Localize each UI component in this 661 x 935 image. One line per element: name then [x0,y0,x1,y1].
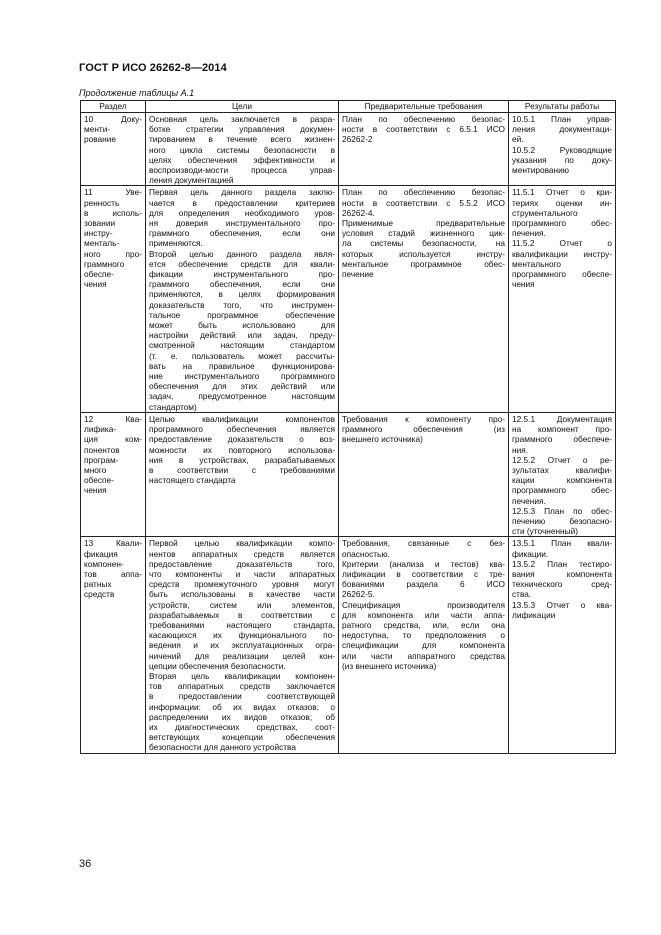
cell-text-line: ления документаци- [512,124,612,135]
cell-text-line: ботке стратегии управления докумен- [149,124,335,135]
cell-text-line: компонен- [84,558,124,569]
cell-text-line: внешнего источника) [342,434,423,445]
cell-text-line: кации компонента [512,475,612,486]
cell-text-line: чается в предоставлении критериев [149,197,335,208]
cell-text-line: граммного [84,258,125,269]
cell-text-line: доказательств того, что инструмен- [149,299,335,310]
cell-text-line: граммного обеспечения, если они [149,279,335,290]
cell-text-line: 11.5.2 Отчет о [512,238,612,249]
column-header-results: Результаты работы [509,101,616,113]
cell-text-line: настоящего стандарта [149,475,236,486]
cell-text-line: обеспе- [84,475,114,486]
cell-text-line: План по обеспечению безопас- [342,114,505,124]
section-cell [81,113,146,186]
prerequisites-cell [339,537,509,753]
cell-text-line: Требования, связанные с без- [342,538,505,549]
cell-text-line: ного про- [84,248,142,259]
cell-text-line: понентов [84,444,120,455]
section-cell [81,537,146,753]
cell-text-line: целях обеспечения эффективности и [149,154,335,165]
cell-text-line: рование [84,134,116,145]
cell-text-line: лифика- [84,424,117,435]
document-header: ГОСТ Р ИСО 26262-8—2014 [79,62,227,74]
cell-text-line: ветствующих концепции обеспечения [149,732,335,743]
cell-text-line: струментального [512,207,578,218]
cell-text-line: стандартом) [149,401,197,412]
results-cell [509,186,616,412]
cell-text-line: Основная цель заключается в разра- [149,114,335,124]
cell-text-line: их диагностических средствах, соот- [149,721,335,732]
cell-text-line: ется обеспечение средств для квали- [149,258,335,269]
cell-text-line: применяются. [149,238,203,249]
cell-text-line: ния. [512,444,529,455]
cell-text-line: тированием в течение всего жизнен- [149,134,335,145]
cell-text-line: касающихся их функционального по- [149,630,335,641]
cell-text-line: устройств, систем или элементов, [149,599,335,610]
cell-text-line: для компонента или части аппа- [342,609,505,620]
cell-text-line: бованиями раздела 6 ИСО [342,579,505,590]
goals-cell [146,113,339,186]
cell-text-line: безопасности для данного устройства [149,742,296,753]
cell-text-line: фикации. [512,548,549,559]
cell-text-line: фикация [84,548,118,559]
cell-text-line: печение [342,269,374,280]
cell-text-line: обеспе- [84,269,114,280]
cell-text-line: задач, предусмотренное настоящим [149,391,335,402]
cell-text-line: спецификации для компонента [342,640,505,651]
cell-text-line: ления документацией [149,175,234,186]
cell-text-line: ности в соответствии с 6.5.1 ИСО [342,124,505,135]
cell-text-line: средств промежуточного уровня могут [149,579,335,590]
cell-text-line: что компоненты и части аппаратных [149,568,335,579]
cell-text-line: 10.5.1 План управ- [512,114,612,124]
cell-text-line: ментальное программное обес- [342,258,505,269]
cell-text-line: Первая цель данного раздела заклю- [149,187,335,198]
cell-text-line: можности их повторного использова- [149,444,335,455]
cell-text-line: разрабатываемых в соответствии с [149,609,335,620]
cell-text-line: ментального [512,258,562,269]
cell-text-line: 12.5.1 Документация [512,413,612,424]
cell-text-line: зультатах квалифи- [512,464,612,475]
cell-text-line: граммного обеспечения (из [342,424,505,435]
cell-text-line: ведения и их эксплуатационных огра- [149,640,335,651]
cell-text-line: програм- [84,454,119,465]
cell-text-line: 13.5.2 План тестиро- [512,558,612,569]
table-row [81,412,616,536]
cell-text-line: быть использованы в качестве части [149,589,335,600]
cell-text-line: которых используется инстру- [342,248,505,259]
cell-text-line: План по обеспечению безопас- [342,187,505,198]
cell-text-line: применяются, в целях формирования [149,289,335,300]
table-row [81,537,616,753]
cell-text-line: в исполь- [84,207,142,218]
cell-text-line: тов аппаратных средств заключается [149,681,335,692]
section-cell [81,412,146,536]
cell-text-line: чения [84,279,107,290]
cell-text-line: Целью квалификации компонентов [149,413,335,424]
column-header-goals: Цели [146,101,339,113]
cell-text-line: ности в соответствии с 5.5.2 ИСО [342,197,505,208]
cell-text-line: технического сред- [512,579,612,590]
cell-text-line: Вторая цель квалификации компонен- [149,670,335,681]
cell-text-line: сти (уточненный) [512,526,578,537]
cell-text-line: много [84,464,107,475]
cell-text-line: печения. [512,495,546,506]
cell-text-line: 12.5.3 План по обес- [512,505,612,516]
cell-text-line: квалификации инстру- [512,248,612,259]
cell-text-line: Применимые предварительные [342,218,505,229]
cell-text-line: 11.5.1 Отчет о кри- [512,187,612,198]
cell-text-line: для определения необходимого уров- [149,207,335,218]
results-cell [509,537,616,753]
table-header-row [81,101,616,113]
cell-text-line: предоставление доказательств о воз- [149,434,335,445]
cell-text-line: опасностью. [342,548,390,559]
cell-text-line: ратного средства, или, если она [342,619,505,630]
cell-text-line: 10 Доку- [84,114,142,124]
cell-text-line: программного обеспе- [512,269,612,280]
cell-text-line: инстру- [84,228,113,239]
section-cell [81,186,146,412]
cell-text-line: ция ком- [84,434,142,445]
cell-text-line: Первой целью квалификации компо- [149,538,335,549]
cell-text-line: 26262-4. [342,207,375,218]
cell-text-line: информации: об их видах отказов; о [149,701,335,712]
cell-text-line: ментированию [512,165,569,176]
cell-text-line: ей. [512,134,524,145]
cell-text-line: указания по доку- [512,154,612,165]
cell-text-line: териях оценки ин- [512,197,612,208]
cell-text-line: настройки действий или задач, преду- [149,330,335,341]
table-row [81,186,616,412]
cell-text-line: условия стадий жизненного цик- [342,228,505,239]
cell-text-line: (т. е. пользователь может рассчиты- [149,350,335,361]
cell-text-line: в предоставлении соответствующей [149,691,335,702]
cell-text-line: средств [84,589,115,600]
cell-text-line: тов аппа- [84,568,142,579]
cell-text-line: ние инструментального программного [149,371,335,382]
cell-text-line: менти- [84,124,111,135]
cell-text-line: Требования к компоненту про- [342,413,505,424]
cell-text-line: зовании [84,218,116,229]
cell-text-line: Спецификация производителя [342,599,505,610]
cell-text-line: распределении их видов отказов; об [149,711,335,722]
results-cell [509,113,616,186]
cell-text-line: печения. [512,228,546,239]
cell-text-line: или части аппаратного средства [342,650,505,661]
cell-text-line: смотренной настоящим стандартом [149,340,335,351]
cell-text-line: нентов аппаратных средств является [149,548,335,559]
cell-text-line: 26262-5. [342,589,375,600]
column-header-section: Раздел [81,101,146,113]
cell-text-line: ния в устройствах, разрабатываемых [149,454,335,465]
cell-text-line: воспроизводи-мости процесса управ- [149,165,335,176]
cell-text-line: программного обес- [512,485,612,496]
results-cell [509,412,616,536]
goals-cell [146,186,339,412]
cell-text-line: 12 Ква- [84,413,142,424]
page-number: 36 [79,858,92,870]
cell-text-line: 12.5.2 Отчет о ре- [512,454,612,465]
cell-text-line: 13.5.1 План квали- [512,538,612,549]
cell-text-line: предоставление доказательств того, [149,558,335,569]
cell-text-line: 10.5.2 Руководящие [512,144,612,155]
cell-text-line: 11 Уве- [84,187,142,198]
cell-text-line: граммного обеспечения, если они [149,228,335,239]
column-header-prerequisites: Предварительные требования [339,101,509,113]
cell-text-line: ства. [512,589,532,600]
cell-text-line: ня доверия инструментального про- [149,218,335,229]
cell-text-line: ничений для реализации целей кон- [149,650,335,661]
cell-text-line: программного обес- [512,218,612,229]
table-row [81,113,616,186]
requirements-table [80,100,616,754]
cell-text-line: вания компонента [512,568,612,579]
cell-text-line: обеспечения для этих действий или [149,381,335,392]
cell-text-line: фикации инструментального про- [149,269,335,280]
cell-text-line: 26262-2 [342,134,373,145]
cell-text-line: граммного обеспече- [512,434,612,445]
cell-text-line: лификации [512,609,556,620]
cell-text-line: Второй целью данного раздела явля- [149,248,335,259]
goals-cell [146,537,339,753]
cell-text-line: чения [84,485,107,496]
cell-text-line: ратных [84,579,112,590]
prerequisites-cell [339,113,509,186]
cell-text-line: недоступна, то предположения о [342,630,505,641]
cell-text-line: программного обеспечения является [149,424,335,435]
cell-text-line: цепции обеспечения безопасности. [149,660,286,671]
table-caption: Продолжение таблицы А.1 [79,88,195,98]
goals-cell [146,412,339,536]
cell-text-line: ренность [84,197,120,208]
cell-text-line: лификации в соответствии с тре- [342,568,505,579]
cell-text-line: требованиями настоящего стандарта, [149,619,335,630]
cell-text-line: 13.5.3 Отчет о ква- [512,599,612,610]
cell-text-line: может быть использовано для [149,320,335,331]
prerequisites-cell [339,186,509,412]
cell-text-line: (из внешнего источника) [342,660,437,671]
cell-text-line: ного цикла системы безопасности в [149,144,335,155]
prerequisites-cell [339,412,509,536]
cell-text-line: менталь- [84,238,120,249]
cell-text-line: в соответствии с требованиями [149,464,335,475]
cell-text-line: печению безопасно- [512,515,612,526]
cell-text-line: чения [512,279,535,290]
cell-text-line: на компонент про- [512,424,612,435]
cell-text-line: 13 Квали- [84,538,142,549]
cell-text-line: Критерии (анализа и тестов) ква- [342,558,505,569]
cell-text-line: ла системы безопасности, на [342,238,505,249]
cell-text-line: тальное программное обеспечение [149,309,335,320]
cell-text-line: вать на правильное функционирова- [149,360,335,371]
